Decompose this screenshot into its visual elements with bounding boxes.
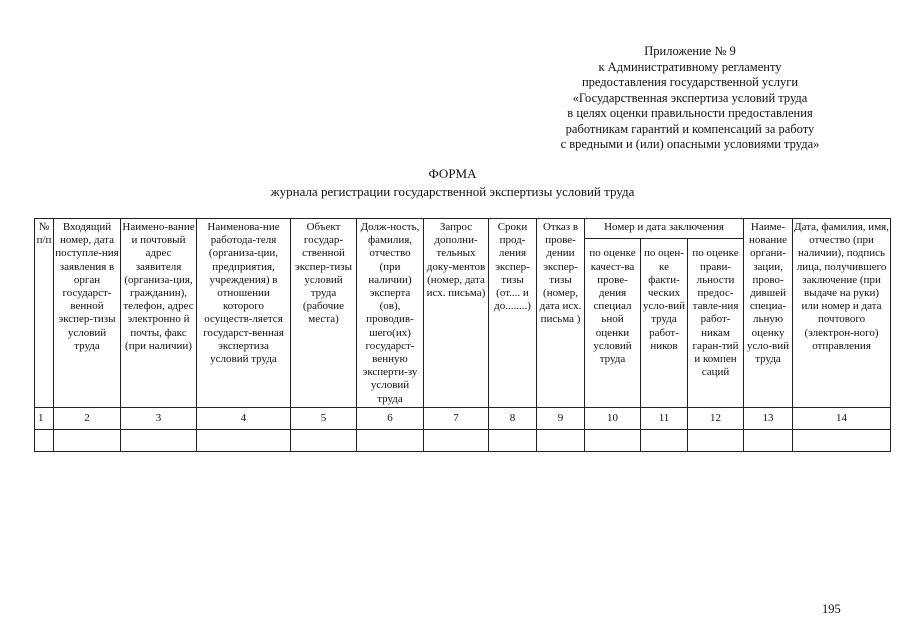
header-refusal: Отказ в прове-дении экспер-тизы (номер, дата исх. письма ) xyxy=(537,219,585,408)
annex-line-4: «Государственная экспертиза условий труда xyxy=(572,90,808,105)
header-sub-assessment-quality: по оценке качест-ва прове-дения специал ьной оценки условий труда xyxy=(585,239,641,407)
column-number: 12 xyxy=(688,407,744,429)
header-applicant: Наимено-вание и почтовый адрес заявителя (организа-ция, гражданин), телефон, адрес электронно й почты, факс (при наличии) xyxy=(121,219,197,408)
empty-entry-row xyxy=(35,429,891,451)
annex-line-1: Приложение № 9 xyxy=(644,44,736,58)
annex-line-2: к Административному регламенту xyxy=(598,59,782,74)
column-number: 7 xyxy=(424,407,489,429)
empty-cell xyxy=(291,429,357,451)
page-number: 195 xyxy=(822,602,841,616)
header-sub-guarantees: по оценке прави-льности предос-тавле-ния работ-никам гаран-тий и компен саций xyxy=(688,239,744,407)
empty-cell xyxy=(357,429,424,451)
empty-cell xyxy=(54,429,121,451)
header-row-number: № п/п xyxy=(35,219,54,408)
annex-header xyxy=(520,44,860,153)
column-number: 3 xyxy=(121,407,197,429)
column-number: 4 xyxy=(197,407,291,429)
annex-line-6: работникам гарантий и компенсаций за работу xyxy=(565,121,815,136)
header-documents-request: Запрос дополни-тельных доку-ментов (номер, дата исх. письма) xyxy=(424,219,489,408)
empty-cell xyxy=(585,429,641,451)
form-subtitle: журнала регистрации государственной экспертизы условий труда xyxy=(270,184,635,199)
annex-line-5: в целях оценки правильности предоставления xyxy=(567,106,813,120)
header-expertise-object: Объект государ-ственной экспер-тизы условий труда (рабочие места) xyxy=(291,219,357,408)
column-number: 9 xyxy=(537,407,585,429)
empty-cell xyxy=(688,429,744,451)
header-extension-terms: Сроки прод-ления экспер-тизы (от.... и до........) xyxy=(489,219,537,408)
column-number: 13 xyxy=(744,407,793,429)
column-number: 11 xyxy=(641,407,688,429)
header-assessment-organization: Наиме-нование органи-зации, прово-дившей специа-льную оценку усло-вий труда xyxy=(744,219,793,408)
empty-cell xyxy=(121,429,197,451)
column-number: 14 xyxy=(793,407,891,429)
form-title: ФОРМА xyxy=(428,166,477,181)
column-number: 2 xyxy=(54,407,121,429)
empty-cell xyxy=(197,429,291,451)
header-employer: Наименова-ние работода-теля (организа-ции, предприятия, учреждения) в отношении которого осуществ-ляется государст-венная экспертиза условий труда xyxy=(197,219,291,408)
empty-cell xyxy=(793,429,891,451)
column-number: 8 xyxy=(489,407,537,429)
empty-cell xyxy=(537,429,585,451)
header-receipt-details: Дата, фамилия, имя, отчество (при наличии), подпись лица, получившего заключение (при выдаче на руки) или номер и дата почтового (электрон-ного) отправления xyxy=(793,219,891,408)
column-number: 5 xyxy=(291,407,357,429)
column-number: 6 xyxy=(357,407,424,429)
registration-journal-table xyxy=(34,218,891,452)
empty-cell xyxy=(424,429,489,451)
empty-cell xyxy=(744,429,793,451)
annex-line-7: с вредными и (или) опасными условиями труда» xyxy=(560,137,820,151)
header-conclusion-group: Номер и дата заключения xyxy=(585,219,744,239)
column-number: 10 xyxy=(585,407,641,429)
column-numbers-row xyxy=(35,407,891,429)
header-incoming-number: Входящий номер, дата поступле-ния заявления в орган государст-венной экспер-тизы условий труда xyxy=(54,219,121,408)
empty-cell xyxy=(35,429,54,451)
empty-cell xyxy=(489,429,537,451)
header-row xyxy=(35,219,891,239)
empty-cell xyxy=(641,429,688,451)
header-expert: Долж-ность, фамилия, отчество (при наличии) эксперта (ов), проводив-шего(их) государст-венную эксперти-зу условий труда xyxy=(357,219,424,408)
header-sub-actual-conditions: по оцен-ке факти-ческих усло-вий труда работ-ников xyxy=(641,239,688,407)
column-number: 1 xyxy=(35,407,54,429)
annex-line-3: предоставления государственной услуги xyxy=(581,75,799,89)
